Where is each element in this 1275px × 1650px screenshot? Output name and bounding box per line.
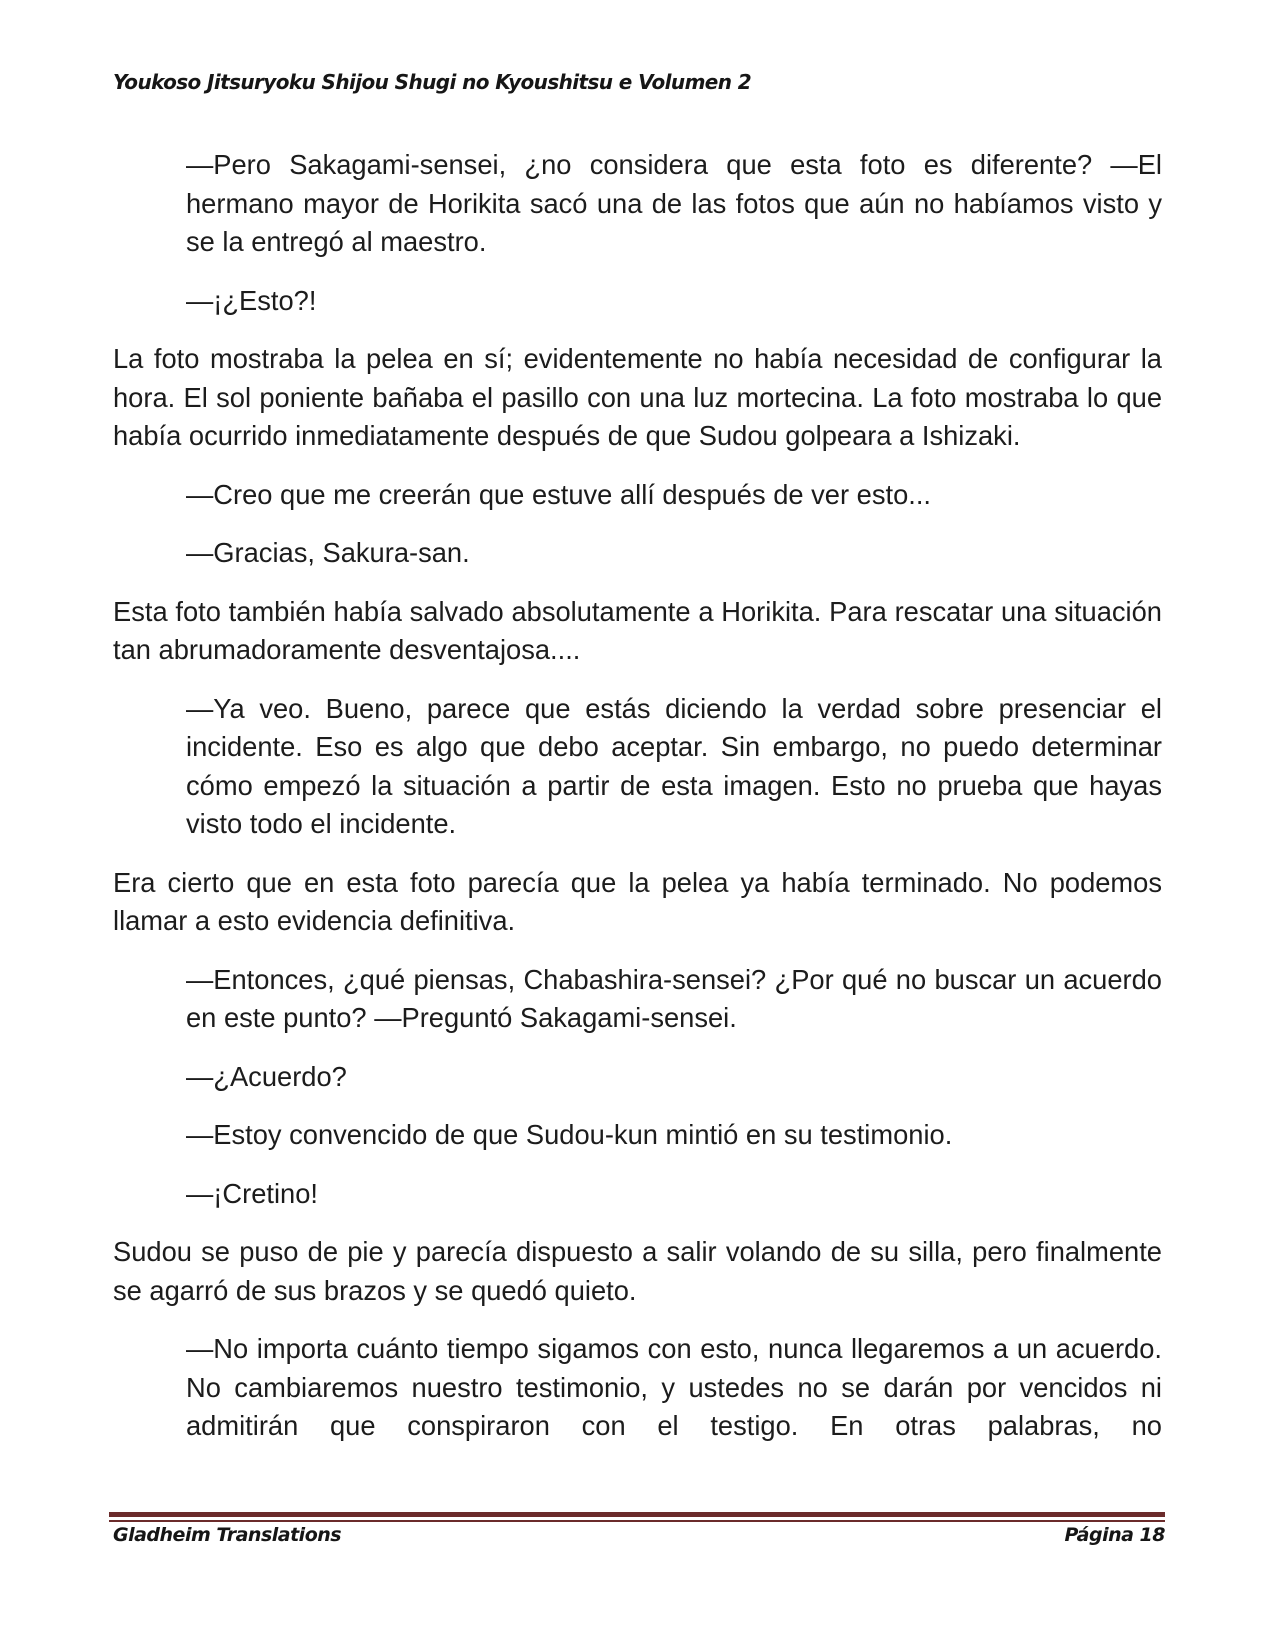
paragraph-dialogue: —Gracias, Sakura-san. (186, 537, 470, 568)
paragraph-narration: La foto mostraba la pelea en sí; evidentemente no había necesidad de configurar la hora. El sol poniente bañaba el pasillo con una luz mortecina. La foto mostraba lo que había ocurrido inmediatamente después de que Sudou golpeara a Ishizaki. (113, 343, 1162, 451)
page-number: Página 18 (1064, 1524, 1165, 1546)
paragraph-narration: Era cierto que en esta foto parecía que la pelea ya había terminado. No podemos llamar a esto evidencia definitiva. (113, 866, 1162, 936)
paragraph-dialogue: —¿Acuerdo? (186, 1060, 347, 1092)
paragraph-dialogue: —Estoy convencido de que Sudou-kun mintió en su testimonio. (186, 1119, 953, 1150)
paragraph-dialogue: —No importa cuánto tiempo sigamos con esto, nunca llegaremos a un acuerdo. No cambiaremos nuestro testimonio, y ustedes no se darán por vencidos ni admitirán que conspiraron con el testigo. En otras palabras, no (186, 1333, 1162, 1441)
page-body (113, 146, 1162, 1446)
page-header-title: Youkoso Jitsuryoku Shijou Shugi no Kyoushitsu e Volumen 2 (113, 70, 752, 94)
paragraph-dialogue: —Entonces, ¿qué piensas, Chabashira-sensei? ¿Por qué no buscar un acuerdo en este punto? —Preguntó Sakagami-sensei. (186, 963, 1162, 1033)
footer-divider-thin (109, 1520, 1165, 1522)
paragraph-dialogue: —Creo que me creerán que estuve allí después de ver esto... (186, 478, 932, 510)
footer-credit: Gladheim Translations (113, 1524, 342, 1546)
paragraph-narration: Esta foto también había salvado absolutamente a Horikita. Para rescatar una situación tan abrumadoramente desventajosa.... (113, 595, 1162, 665)
paragraph-narration: Sudou se puso de pie y parecía dispuesto a salir volando de su silla, pero finalmente se agarró de sus brazos y se quedó quieto. (113, 1236, 1162, 1306)
paragraph-dialogue: —Ya veo. Bueno, parece que estás diciendo la verdad sobre presenciar el incidente. Eso es algo que debo aceptar. Sin embargo, no puedo determinar cómo empezó la situación a partir de esta imagen. Esto no prueba que hayas visto todo el incidente. (186, 692, 1162, 839)
paragraph-dialogue: —Pero Sakagami-sensei, ¿no considera que esta foto es diferente? —El hermano mayor de Horikita sacó una de las fotos que aún no habíamos visto y se la entregó al maestro. (186, 149, 1162, 257)
paragraph-dialogue: —¡Cretino! (186, 1177, 318, 1209)
paragraph-dialogue: —¡¿Esto?! (186, 284, 317, 316)
footer-divider-thick (109, 1512, 1165, 1517)
